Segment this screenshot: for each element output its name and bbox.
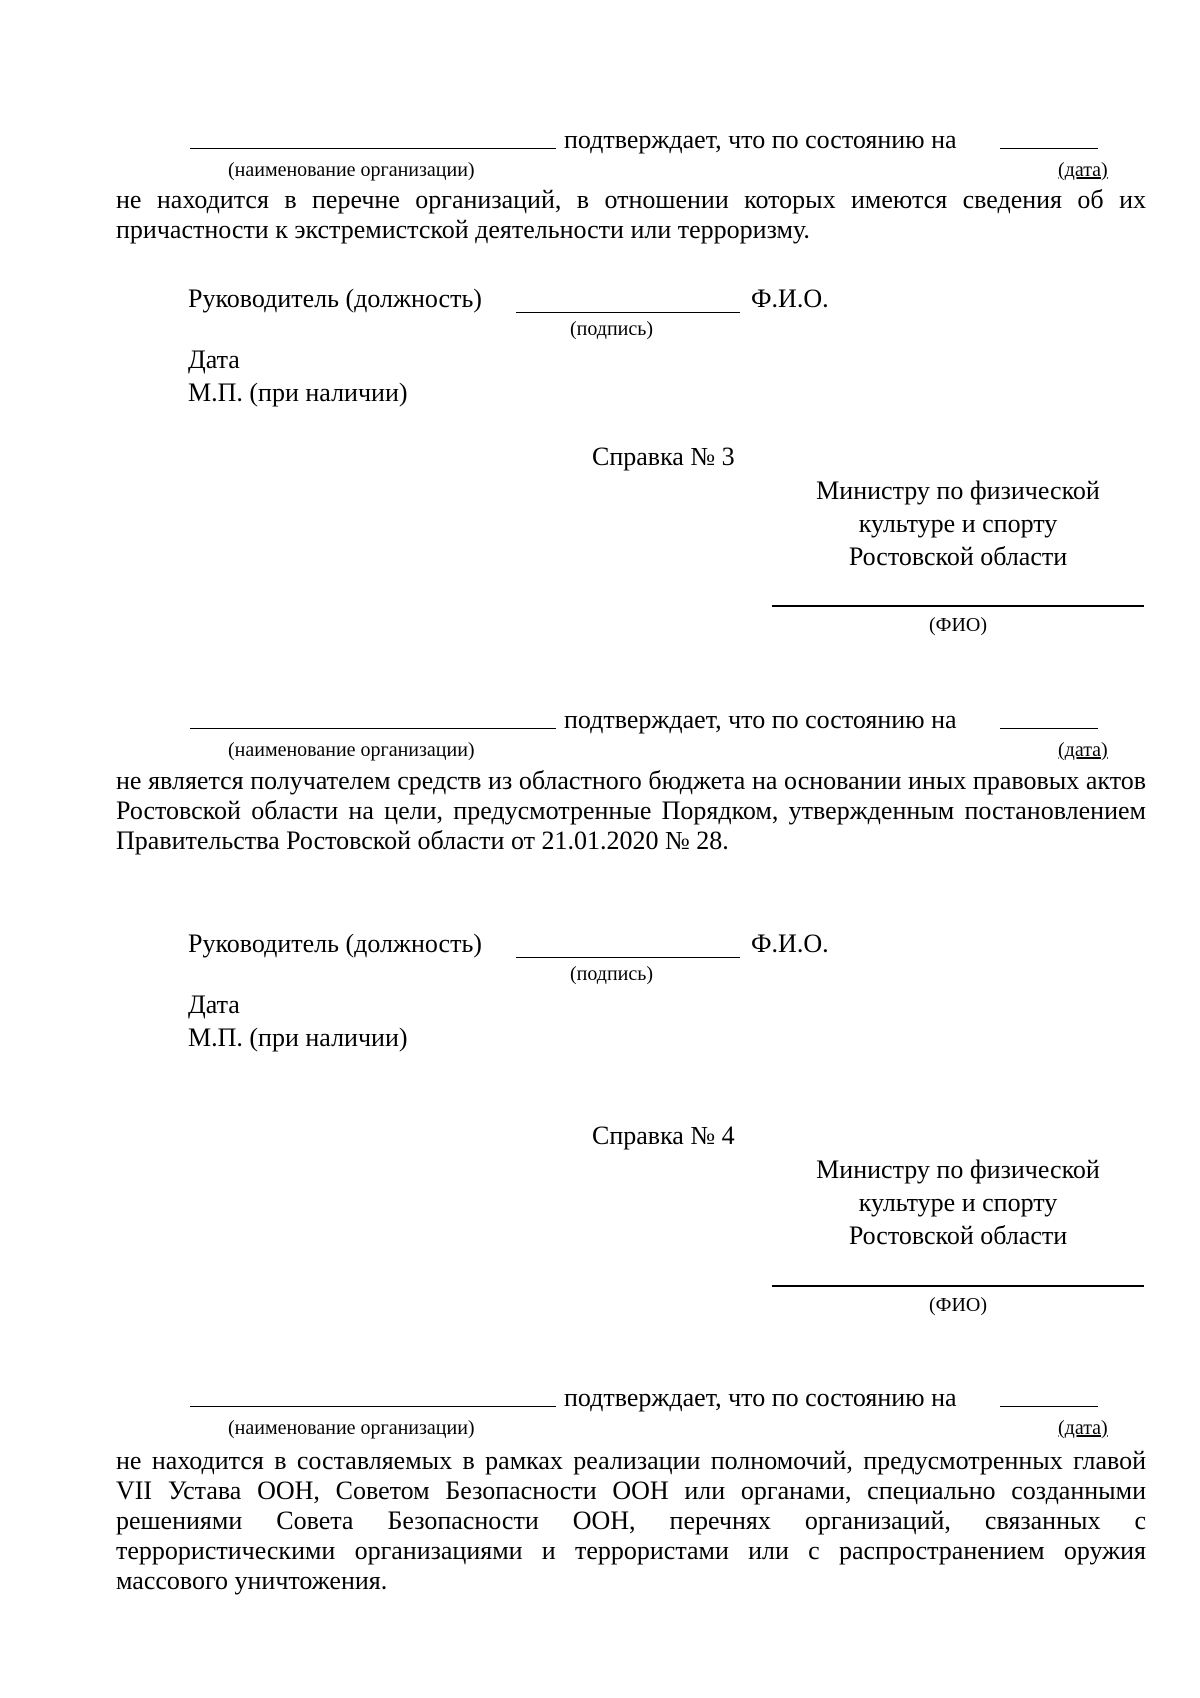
date-label: Дата xyxy=(188,990,240,1019)
addressee-line-3: Ростовской области xyxy=(848,1221,1068,1250)
certificate-title: Справка № 4 xyxy=(592,1121,735,1150)
date-blank xyxy=(1000,148,1098,149)
certificate-body: не находится в перечне организаций, в отношении которых имеются сведения об их причастности к экстремистской деятельности или терроризму. xyxy=(116,185,1146,244)
stamp-label: М.П. (при наличии) xyxy=(188,378,408,407)
head-fio-label: Ф.И.О. xyxy=(751,929,829,958)
org-name-caption: (наименование организации) xyxy=(228,1417,475,1439)
org-name-caption: (наименование организации) xyxy=(228,159,475,181)
certificate-title: Справка № 3 xyxy=(592,442,735,471)
fio-blank xyxy=(772,1285,1144,1287)
org-name-caption: (наименование организации) xyxy=(228,739,475,761)
org-name-blank xyxy=(190,1406,556,1407)
stamp-label: М.П. (при наличии) xyxy=(188,1023,408,1052)
head-position-label: Руководитель (должность) xyxy=(188,284,482,313)
confirm-text: подтверждает, что по состоянию на xyxy=(564,705,957,734)
date-blank xyxy=(1000,728,1098,729)
addressee-line-2: культуре и спорту xyxy=(858,509,1058,538)
org-name-blank xyxy=(190,148,556,149)
date-caption: (дата) xyxy=(1058,739,1108,761)
head-position-label: Руководитель (должность) xyxy=(188,929,482,958)
date-caption: (дата) xyxy=(1058,1417,1108,1439)
fio-caption: (ФИО) xyxy=(928,614,987,636)
certificate-body: не находится в составляемых в рамках реализации полномочий, предусмотренных главой VII Устава ООН, Советом Безопасности ООН или органами, специально созданными решениями Совета Безопасности ООН, перечнях организаций, связанных с террористическими организациями и террористами или с распространением оружия массового уничтожения. xyxy=(116,1446,1146,1595)
org-name-blank xyxy=(190,728,556,729)
fio-blank xyxy=(772,605,1144,607)
signature-blank xyxy=(516,957,740,958)
head-fio-label: Ф.И.О. xyxy=(751,284,829,313)
signature-caption: (подпись) xyxy=(570,963,654,985)
addressee-line-1: Министру по физической xyxy=(816,476,1100,505)
date-caption: (дата) xyxy=(1058,159,1108,181)
addressee-line-2: культуре и спорту xyxy=(858,1188,1058,1217)
confirm-text: подтверждает, что по состоянию на xyxy=(564,1383,957,1412)
certificate-body: не является получателем средств из областного бюджета на основании иных правовых актов Ростовской области на цели, предусмотренные Порядком, утвержденным постановлением Правительства Ростовской области от 21.01.2020 № 28. xyxy=(116,766,1146,855)
date-blank xyxy=(1000,1406,1098,1407)
fio-caption: (ФИО) xyxy=(928,1294,987,1316)
confirm-text: подтверждает, что по состоянию на xyxy=(564,125,957,154)
addressee-line-3: Ростовской области xyxy=(848,542,1068,571)
signature-blank xyxy=(516,312,740,313)
date-label: Дата xyxy=(188,345,240,374)
addressee-line-1: Министру по физической xyxy=(816,1155,1100,1184)
signature-caption: (подпись) xyxy=(570,318,654,340)
